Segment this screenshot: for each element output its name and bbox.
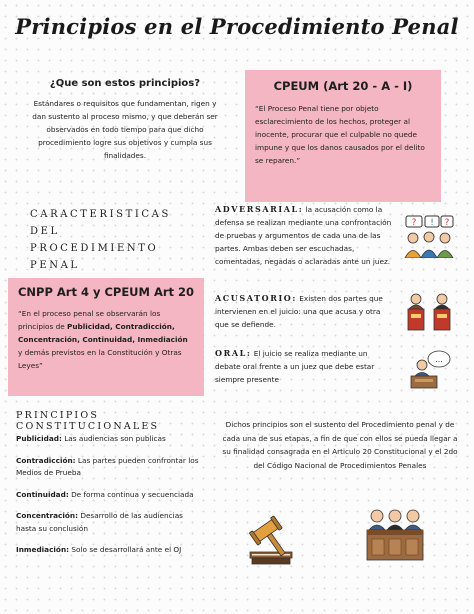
sustento-body: Dichos principios son el sustento del Procedimiento penal y de cada una de sus etapas, a fin de que con ellos se pueda llegar a su finalidad consagrada en el Articulo 20 Constitucional y el 2do del Código Nacional de Procedimientos Penales <box>222 420 458 470</box>
cpeum-heading: CPEUM (Art 20 - A - I) <box>273 79 413 93</box>
publicidad-term: Publicidad: <box>16 434 62 443</box>
concentracion-item <box>16 510 201 535</box>
contradiccion-term: Contradicción: <box>16 455 76 465</box>
cnpp-intro: “En el proceso penal se observarán los principios de <box>18 309 161 331</box>
caracteristica-acusatorio <box>215 292 395 331</box>
cpeum-body: “El Proceso Penal tiene por objeto esclarecimiento de los hechos, proteger al inocente, procurar que el culpable no quede impune y que los danos causados por el delito se reparen.” <box>255 104 425 165</box>
adversarial-text: la acusación como la defensa se realizan mediante una confrontación de pruebas y argumentos de cada una de las partes. Ambas deben ser escuchadas, comentadas, negadas o aclaradas ante un juez. <box>215 205 392 266</box>
debate-people-icon <box>403 214 455 258</box>
constitucionales-heading: PRINCIPIOS CONSTITUCIONALES <box>16 410 160 432</box>
courtroom-icon <box>364 506 426 566</box>
caracteristica-oral <box>215 347 395 386</box>
acusatorio-term: ACUSATORIO: <box>215 293 297 303</box>
contradiccion-text: Las partes pueden confrontar los Medios de Prueba <box>16 455 199 477</box>
caracteristicas-heading: CARACTERISTICAS DEL PROCEDIMIENTO PENAL <box>30 209 171 271</box>
que-son-body: Estándares o requisitos que fundamentan, rigen y dan sustento al proceso mismo, y que deberán ser observados en todo tiempo para que dicho procedimiento logre sus objetivos y cumpla sus finalidades. <box>32 99 218 160</box>
constitucionales-list <box>16 433 201 557</box>
caracteristica-adversarial <box>215 203 395 268</box>
que-son-heading: ¿Que son estos principios? <box>49 78 201 89</box>
svg-text:...: ... <box>435 355 443 364</box>
cnpp-box <box>8 278 204 396</box>
podium-speakers-icon <box>405 292 453 332</box>
continuidad-text: De forma continua y secuenciada <box>71 489 194 499</box>
inmediacion-item <box>16 544 201 557</box>
page-title: Principios en el Procedimiento Penal <box>15 14 459 39</box>
cnpp-outro: y demás previstos en la Constitución y Otras Leyes” <box>18 348 182 370</box>
svg-text:?: ? <box>444 218 450 228</box>
continuidad-item <box>16 489 201 502</box>
que-son-section <box>30 78 220 162</box>
acusatorio-text: Existen dos partes que intervienen en el juicio: una que acusa y otra que se defiende. <box>215 294 383 329</box>
oral-text: El juicio se realiza mediante un debate oral frente a un juez que debe estar siempre presente <box>215 349 375 384</box>
concentracion-text: Desarrollo de las audiencias hasta su conclusión <box>16 511 183 533</box>
oral-term: ORAL: <box>215 348 252 358</box>
concentracion-term: Concentración: <box>16 511 78 520</box>
judge-speaker-icon <box>405 350 451 390</box>
cnpp-heading: CNPP Art 4 y CPEUM Art 20 <box>17 285 195 299</box>
publicidad-text: Las audiencias son publicas <box>64 434 166 443</box>
inmediacion-term: Inmediación: <box>16 545 70 554</box>
gavel-books-icon <box>242 510 300 568</box>
publicidad-item <box>16 433 201 446</box>
contradiccion-item <box>16 455 201 480</box>
cnpp-body <box>18 307 194 372</box>
inmediacion-text: Solo se desarrollará ante el OJ <box>71 545 182 554</box>
cnpp-principles: Publicidad, Contradicción, Concentración, Continuidad, Inmediación <box>18 322 188 344</box>
continuidad-term: Continuidad: <box>16 489 69 499</box>
svg-text:?: ? <box>411 218 417 228</box>
cpeum-box <box>245 70 441 202</box>
adversarial-term: ADVERSARIAL: <box>215 204 304 214</box>
svg-text:!: ! <box>430 218 434 228</box>
